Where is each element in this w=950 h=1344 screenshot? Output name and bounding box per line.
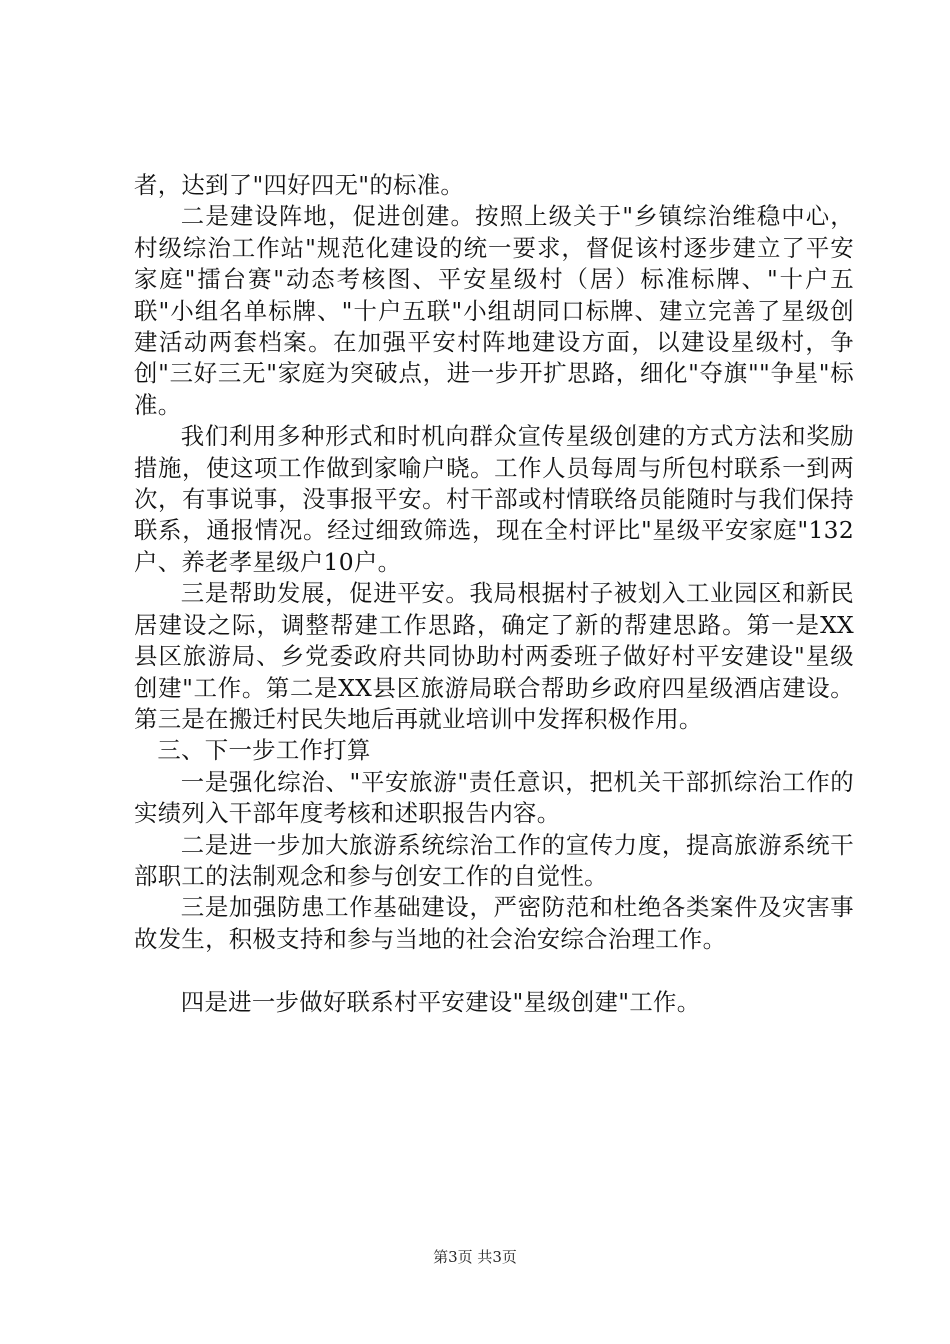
document-body [134, 170, 854, 1018]
paragraph-plan-3: 三是加强防患工作基础建设，严密防范和杜绝各类案件及灾害事故发生，积极支持和参与当地的社会治安综合治理工作。 [134, 893, 854, 953]
page-footer: 第3页 共3页 [433, 1248, 517, 1266]
paragraph-help-development: 三是帮助发展，促进平安。我局根据村子被划入工业园区和新民居建设之际，调整帮建工作思路，确定了新的帮建思路。第一是XX县区旅游局、乡党委政府共同协助村两委班子做好村平安建设"星级创建"工作。第二是XX县区旅游局联合帮助乡政府四星级酒店建设。第三是在搬迁村民失地后再就业培训中发挥积极作用。 [134, 579, 854, 733]
paragraph-plan-4: 四是进一步做好联系村平安建设"星级创建"工作。 [180, 987, 701, 1016]
paragraph-plan-1: 一是强化综治、"平安旅游"责任意识，把机关干部抓综治工作的实绩列入干部年度考核和述职报告内容。 [134, 767, 854, 828]
paragraph-publicity: 我们利用多种形式和时机向群众宣传星级创建的方式方法和奖励措施，使这项工作做到家喻户晓。工作人员每周与所包村联系一到两次，有事说事，没事报平安。村干部或村情联络员能随时与我们保持联系，通报情况。经过细致筛选，现在全村评比"星级平安家庭"132户、养老孝星级户10户。 [134, 422, 854, 576]
paragraph-build-base: 二是建设阵地，促进创建。按照上级关于"乡镇综治维稳中心，村级综治工作站"规范化建设的统一要求，督促该村逐步建立了平安家庭"擂台赛"动态考核图、平安星级村（居）标准标牌、"十户五联"小组名单标牌、"十户五联"小组胡同口标牌、建立完善了星级创建活动两套档案。在加强平安村阵地建设方面，以建设星级村，争创"三好三无"家庭为突破点，进一步开扩思路，细化"夺旗""争星"标准。 [134, 202, 854, 419]
paragraph-continuation: 者，达到了"四好四无"的标准。 [134, 171, 465, 199]
section-heading-next-steps: 三、下一步工作打算 [157, 736, 371, 765]
paragraph-plan-2: 二是进一步加大旅游系统综治工作的宣传力度，提高旅游系统干部职工的法制观念和参与创安工作的自觉性。 [134, 830, 854, 890]
